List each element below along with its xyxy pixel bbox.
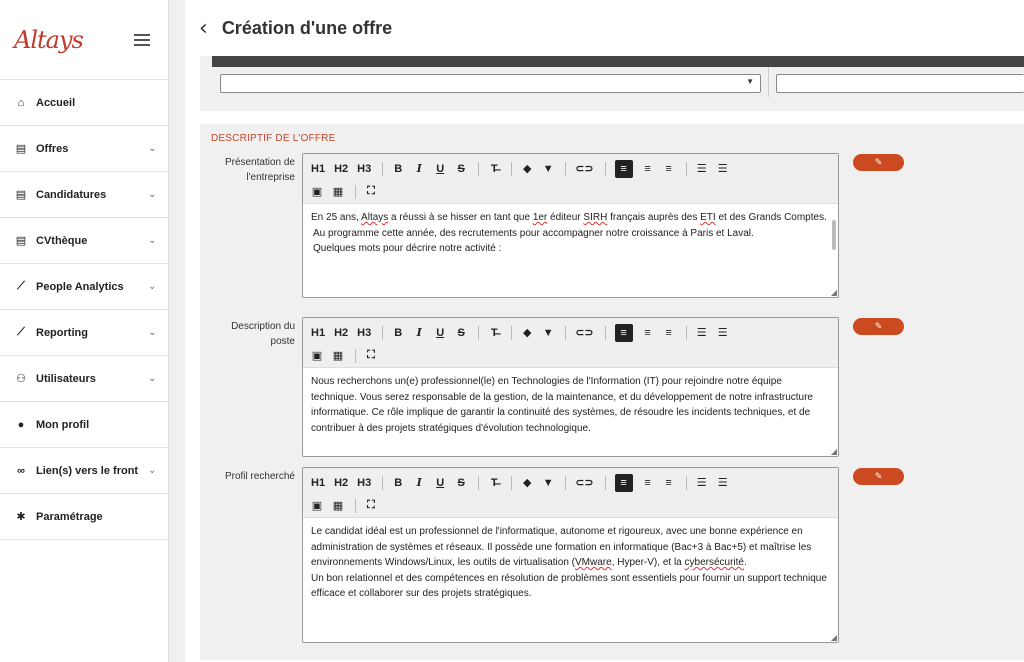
- toolbar-divider: [478, 326, 479, 340]
- sidebar-item-people-analytics[interactable]: [0, 264, 168, 310]
- sidebar-item-offres[interactable]: [0, 126, 168, 172]
- chevron-down-icon[interactable]: ⌄: [148, 235, 156, 245]
- chart-line-icon: ⟋: [17, 280, 25, 292]
- presentation-label: Présentation de l'entreprise: [224, 157, 295, 183]
- select-field-2[interactable]: [776, 74, 1024, 93]
- image-icon[interactable]: ▣: [311, 350, 323, 362]
- fullscreen-icon[interactable]: ⛶: [367, 349, 375, 361]
- users-icon: ⚇: [16, 373, 26, 385]
- page-title: Création d'une offre: [221, 17, 393, 38]
- section-title: DESCRIPTIF DE L'OFFRE: [211, 133, 336, 144]
- logo[interactable]: Altays: [14, 25, 83, 54]
- link-icon[interactable]: ⊂⊃: [575, 163, 594, 175]
- text-color-icon[interactable]: ◆: [522, 327, 532, 339]
- toolbar-divider: [605, 476, 606, 490]
- text-color-icon[interactable]: ◆: [522, 163, 532, 175]
- heading3-button[interactable]: H3: [357, 476, 372, 489]
- page-header: [185, 0, 1024, 56]
- toolbar-divider: [605, 162, 606, 176]
- clear-format-icon[interactable]: T̶: [490, 326, 498, 339]
- chevron-down-icon[interactable]: ⌄: [148, 189, 156, 199]
- sidebar-item-accueil[interactable]: [0, 80, 168, 126]
- edit-button[interactable]: [853, 154, 904, 171]
- chevron-down-icon: ▼: [746, 77, 754, 86]
- align-center-icon[interactable]: ≡: [644, 476, 651, 489]
- bold-button[interactable]: B: [394, 476, 403, 489]
- align-right-icon[interactable]: ≡: [665, 476, 672, 489]
- italic-button[interactable]: I: [416, 476, 422, 489]
- hamburger-menu-icon[interactable]: [134, 34, 150, 46]
- clear-format-icon[interactable]: T̶: [490, 162, 498, 175]
- profil-label: Profil recherché: [224, 471, 295, 482]
- editor-toolbar: [303, 318, 838, 368]
- highlight-icon[interactable]: ▼: [542, 162, 554, 175]
- align-left-icon[interactable]: ≡: [615, 324, 633, 342]
- toolbar-divider: [511, 326, 512, 340]
- edit-icon: ✎: [874, 321, 883, 331]
- numbered-list-icon[interactable]: ☰: [717, 477, 728, 489]
- sidebar-item-label: People Analytics: [36, 280, 124, 293]
- text-color-icon[interactable]: ◆: [522, 477, 532, 489]
- edit-icon: ✎: [874, 471, 883, 481]
- bold-button[interactable]: B: [394, 162, 403, 175]
- edit-button[interactable]: [853, 468, 904, 485]
- toolbar-row: [311, 180, 838, 203]
- table-header-bar: [212, 56, 1024, 67]
- heading1-button[interactable]: H1: [311, 476, 326, 489]
- sidebar-item-param-trage[interactable]: [0, 494, 168, 540]
- gear-icon: ✱: [16, 511, 26, 523]
- toolbar-divider: [478, 476, 479, 490]
- chart-line-icon: ⟋: [17, 326, 25, 338]
- presentation-editor[interactable]: [302, 153, 839, 298]
- align-right-icon[interactable]: ≡: [665, 326, 672, 339]
- sidebar-item-label: Lien(s) vers le front: [36, 464, 139, 477]
- strikethrough-button[interactable]: S: [457, 326, 465, 339]
- select-field[interactable]: [220, 74, 761, 93]
- scrollbar[interactable]: [832, 220, 836, 250]
- editor-content[interactable]: En 25 ans, Altays a réussi à se hisser en tant que 1er éditeur SIRH français auprès des ETI et des Grands Comptes. Au programme cette année, des recrutements pour accompagner notre croissance à Paris et Laval. Quelques mots pour décrire notre activité :: [303, 204, 838, 263]
- bold-button[interactable]: B: [394, 326, 403, 339]
- align-left-icon[interactable]: ≡: [615, 160, 633, 178]
- document-icon: ▤: [15, 143, 27, 155]
- heading1-button[interactable]: H1: [311, 162, 326, 175]
- poste-label: Description du poste: [231, 321, 295, 347]
- toolbar-divider: [478, 162, 479, 176]
- logo-row: [0, 0, 168, 80]
- align-center-icon[interactable]: ≡: [644, 162, 651, 175]
- profil-editor[interactable]: [302, 467, 839, 643]
- toolbar-divider: [565, 162, 566, 176]
- poste-editor[interactable]: [302, 317, 839, 457]
- sidebar: [0, 0, 169, 662]
- heading3-button[interactable]: H3: [357, 326, 372, 339]
- chevron-down-icon[interactable]: ⌄: [148, 373, 156, 383]
- bullet-list-icon[interactable]: ☰: [696, 327, 707, 339]
- content-line: Nous recherchons un(e) professionnel(le) en Technologies de l'Information (IT) pour rejoindre notre équipe technique. Vous serez responsable de la gestion, de la maintenance, et du développement de notre infrastructure informatique. Ce rôle implique de garantir la continuité des systèmes, de résoudre les incidents techniques, et de contribuer à des projets stratégiques d'évolution technologique.: [311, 376, 813, 434]
- clear-format-icon[interactable]: T̶: [490, 476, 498, 489]
- previous-section: [200, 56, 1024, 111]
- content-line: Quelques mots pour décrire notre activité :: [313, 243, 502, 254]
- toolbar-divider: [382, 162, 383, 176]
- fullscreen-icon[interactable]: ⛶: [367, 499, 375, 511]
- edit-button[interactable]: [853, 318, 904, 335]
- sidebar-item-cvth-que[interactable]: [0, 218, 168, 264]
- chevron-down-icon[interactable]: ⌄: [148, 327, 156, 337]
- edit-icon: ✎: [874, 157, 883, 167]
- content-line: Au programme cette année, des recrutements pour accompagner notre croissance à Paris et Laval.: [313, 227, 754, 239]
- chevron-down-icon[interactable]: ⌄: [148, 143, 156, 153]
- editor-toolbar: [303, 468, 838, 518]
- bullet-list-icon[interactable]: ☰: [696, 163, 707, 175]
- sidebar-item-mon-profil[interactable]: [0, 402, 168, 448]
- toolbar-divider: [686, 326, 687, 340]
- resize-handle-icon[interactable]: ◢: [830, 288, 837, 297]
- underline-button[interactable]: U: [436, 476, 445, 489]
- heading2-button[interactable]: H2: [334, 476, 349, 489]
- toolbar-row: [311, 494, 838, 517]
- toolbar-row: [311, 321, 838, 344]
- strikethrough-button[interactable]: S: [457, 162, 465, 175]
- chevron-down-icon[interactable]: ⌄: [148, 281, 156, 291]
- numbered-list-icon[interactable]: ☰: [717, 327, 728, 339]
- toolbar-divider: [565, 326, 566, 340]
- link-icon[interactable]: ⊂⊃: [575, 327, 594, 339]
- heading3-button[interactable]: H3: [357, 162, 372, 175]
- resize-handle-icon[interactable]: ◢: [830, 633, 837, 642]
- sidebar-item-label: Offres: [36, 142, 69, 155]
- toolbar-divider: [355, 185, 356, 199]
- fullscreen-icon[interactable]: ⛶: [367, 185, 375, 197]
- sidebar-item-label: Accueil: [36, 96, 76, 109]
- video-icon[interactable]: ▦: [332, 186, 344, 198]
- toolbar-divider: [382, 476, 383, 490]
- image-icon[interactable]: ▣: [311, 186, 323, 198]
- toolbar-divider: [511, 476, 512, 490]
- sidebar-item-label: CVthèque: [36, 234, 88, 247]
- chevron-down-icon[interactable]: ⌄: [148, 465, 156, 475]
- toolbar-divider: [686, 476, 687, 490]
- toolbar-divider: [355, 499, 356, 513]
- sidebar-item-label: Mon profil: [36, 418, 90, 431]
- content-line: Un bon relationnel et des compétences en résolution de problèmes sont essentiels pour fournir un support technique efficace et collaborer sur des projets stratégiques.: [311, 572, 827, 599]
- bullet-list-icon[interactable]: ☰: [696, 477, 707, 489]
- resize-handle-icon[interactable]: ◢: [830, 447, 837, 456]
- sidebar-item-label: Paramétrage: [36, 510, 103, 523]
- toolbar-divider: [382, 326, 383, 340]
- sidebar-item-label: Reporting: [36, 326, 88, 339]
- heading1-button[interactable]: H1: [311, 326, 326, 339]
- toolbar-row: [311, 471, 838, 494]
- heading2-button[interactable]: H2: [334, 326, 349, 339]
- home-icon: ⌂: [17, 96, 25, 109]
- underline-button[interactable]: U: [436, 162, 445, 175]
- link-icon[interactable]: ⊂⊃: [575, 477, 594, 489]
- sidebar-item-label: Utilisateurs: [36, 372, 96, 385]
- highlight-icon[interactable]: ▼: [542, 326, 554, 339]
- sidebar-item-label: Candidatures: [36, 188, 107, 201]
- toolbar-divider: [605, 326, 606, 340]
- italic-button[interactable]: I: [416, 162, 422, 175]
- align-center-icon[interactable]: ≡: [644, 326, 651, 339]
- video-icon[interactable]: ▦: [332, 500, 344, 512]
- toolbar-row: [311, 157, 838, 180]
- numbered-list-icon[interactable]: ☰: [717, 163, 728, 175]
- user-icon: ●: [17, 418, 25, 431]
- align-right-icon[interactable]: ≡: [665, 162, 672, 175]
- toolbar-divider: [686, 162, 687, 176]
- editor-toolbar: [303, 154, 838, 204]
- chevron-left-icon[interactable]: ‹: [199, 15, 208, 41]
- main-content: [185, 0, 1024, 662]
- heading2-button[interactable]: H2: [334, 162, 349, 175]
- strikethrough-button[interactable]: S: [457, 476, 465, 489]
- toolbar-row: [311, 344, 838, 367]
- italic-button[interactable]: I: [416, 326, 422, 339]
- sidebar-nav: [0, 80, 168, 540]
- video-icon[interactable]: ▦: [332, 350, 344, 362]
- sidebar-item-utilisateurs[interactable]: [0, 356, 168, 402]
- editor-content[interactable]: Le candidat idéal est un professionnel de l'informatique, autonome et rigoureux, avec une bonne expérience en administration de systèmes et réseaux. Il possède une formation en informatique (Bac+3 à Bac+5) et maîtrise les environnements Windows/Linux, les outils de virtualisation (VMware, Hyper-V), et la cybersécurité. Un bon relationnel et des compétences en résolution de problèmes sont essentiels pour fournir un support technique efficace et collaborer sur des projets stratégiques.: [303, 518, 838, 608]
- sidebar-item-candidatures[interactable]: [0, 172, 168, 218]
- sidebar-item-reporting[interactable]: [0, 310, 168, 356]
- descriptif-section: [200, 124, 1024, 660]
- toolbar-divider: [565, 476, 566, 490]
- align-left-icon[interactable]: ≡: [615, 474, 633, 492]
- document-icon: ▤: [15, 235, 27, 247]
- sidebar-item-lien-s-vers-le-front[interactable]: [0, 448, 168, 494]
- highlight-icon[interactable]: ▼: [542, 476, 554, 489]
- toolbar-divider: [511, 162, 512, 176]
- toolbar-divider: [355, 349, 356, 363]
- link-icon: ∞: [17, 464, 25, 477]
- underline-button[interactable]: U: [436, 326, 445, 339]
- editor-content[interactable]: [303, 368, 838, 442]
- document-person-icon: ▤: [15, 189, 27, 201]
- image-icon[interactable]: ▣: [311, 500, 323, 512]
- column-divider: [768, 67, 769, 97]
